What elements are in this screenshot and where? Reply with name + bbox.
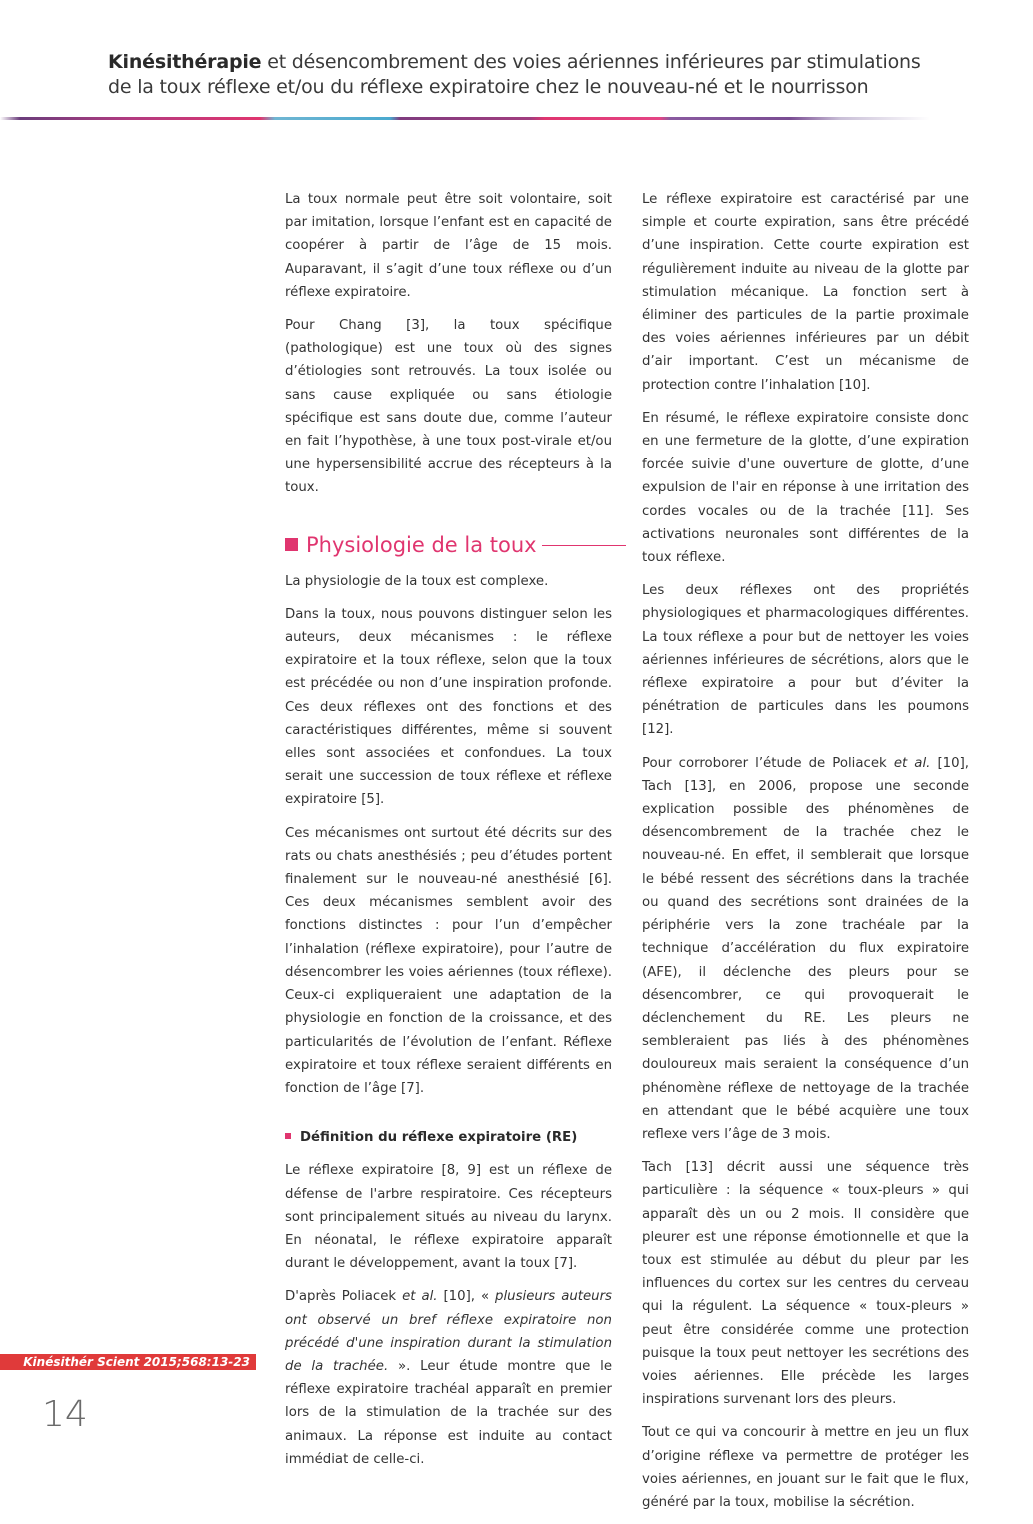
section-heading — [285, 530, 612, 560]
paragraph: Tach [13] décrit aussi une séquence très particulière : la séquence « toux-pleurs » qui apparaît dès un ou 2 mois. Il considère que pleurer est une réponse émotionnelle et que la toux est stimulée au début du pleur par les influences du cortex sur les centres du cerveau qui la régulent. La séquence « toux-pleurs » peut être considérée comme une protection puisque la toux peut nettoyer les secrétions des voies aériennes. Elle précède les larges inspirations survenant lors des pleurs. — [642, 1160, 969, 1408]
paragraph: Le réflexe expiratoire [8, 9] est un réflexe de défense de l'arbre respiratoire. Ces récepteurs sont principalement situés au niveau du larynx. En néonatal, le réflexe expiratoire apparaît durant le développement, avant la toux [7]. — [285, 1163, 612, 1272]
paragraph: Le réflexe expiratoire est caractérisé par une simple et courte expiration, sans être précédé d’une inspiration. Cette courte expiration est régulièrement induite au niveau de la glotte par stimulation mécanique. La fonction sert à éliminer des particules de la partie proximale des voies aériennes inférieures par un débit d’air important. C’est un mécanisme de protection contre l’inhalation [10]. — [642, 192, 969, 393]
section-heading-text: Physiologie de la toux — [306, 532, 537, 557]
subsection-heading-text: Définition du réflexe expiratoire (RE) — [300, 1130, 578, 1146]
paragraph: La toux normale peut être soit volontaire, soit par imitation, lorsque l’enfant est en capacité de coopérer à partir de l’âge de 15 mois. Auparavant, il s’agit d’une toux réflexe ou d’un réflexe expiratoire. — [285, 192, 612, 300]
heading-underline — [542, 545, 626, 546]
paragraph: Tout ce qui va concourir à mettre en jeu un flux d’origine réflexe va permettre de protéger les voies aériennes, en jouant sur le fait que le flux, généré par la toux, mobilise la sécrétion. — [642, 1425, 969, 1510]
text-run: ». Leur étude montre que le réflexe expiratoire trachéal apparaît en premier lors de la stimulation de la trachée sur des animaux. La réponse est induite au contact immédiat de celle-ci. — [285, 1358, 612, 1467]
subsection-heading — [285, 1126, 612, 1149]
paragraph — [285, 1285, 612, 1471]
pink-square-bullet-icon — [285, 538, 298, 551]
citation-banner — [0, 1354, 256, 1370]
header-title-line-1 — [108, 50, 988, 75]
page-number: 14 — [42, 1394, 88, 1435]
text-run-italic: et al. — [893, 755, 931, 771]
paragraph — [642, 752, 969, 1146]
paragraph: Ces mécanismes ont surtout été décrits sur des rats ou chats anesthésiés ; peu d’études portent finalement sur le nouveau-né anesthésié [6]. Ces deux mécanismes semblent avoir des fonctions distinctes : pour l’un d’empêcher l’inhalation (réflexe expiratoire), pour l’autre de désencombrer les voies aériennes (toux réflexe). Ceux-ci expliqueraient une adaptation de la physiologie en fonction de la croissance, et des particularités de l’évolution de l’enfant. Réflexe expiratoire et toux réflexe seraient différents en fonction de l’âge [7]. — [285, 825, 612, 1096]
paragraph: La physiologie de la toux est complexe. — [285, 573, 549, 589]
paragraph: Pour Chang [3], la toux spécifique (pathologique) est une toux où des signes d’étiologies sont retrouvés. La toux isolée ou sans cause expliquée ou sans étiologie spécifique est sans doute due, comme l’auteur en fait l’hypothèse, à une toux post-virale et/ou une hypersensibilité accrue des récepteurs à la toux. — [285, 318, 612, 496]
header-title-bold: Kinésithérapie — [108, 51, 262, 73]
text-run: Pour corroborer l’étude de Poliacek — [642, 755, 894, 771]
paragraph: Les deux réflexes ont des propriétés physiologiques et pharmacologiques différentes. La toux réflexe a pour but de nettoyer les voies aériennes inférieures de sécrétions, alors que le réflexe expiratoire a pour but d’éviter la pénétration de particules dans les poumons [12]. — [642, 583, 969, 738]
text-run: [10], Tach [13], en 2006, propose une seconde explication possible des phénomènes de désencombrement de la trachée chez le nouveau-né. En effet, il semblerait que lorsque le bébé ressent des sécrétions dans la trachée ou quand des secrétions sont drainées de la périphérie vers la zone trachéale par la technique d’accélération du flux expiratoire (AFE), il déclenche des pleurs pour se désencombrer, ce qui provoquerait le déclenchement du RE. Les pleurs ne sembleraient pas liés à des phénomènes douloureux mais seraient la conséquence d’un phénomène réflexe de nettoyage de la trachée en attendant que le bébé acquière une toux reflexe vers l’âge de 3 mois. — [642, 755, 969, 1142]
header-title-line-2: de la toux réflexe et/ou du réflexe expiratoire chez le nouveau-né et le nourrisson — [108, 76, 869, 98]
page-header — [108, 50, 988, 100]
text-run: D'après Poliacek — [285, 1289, 403, 1305]
paragraph: Dans la toux, nous pouvons distinguer selon les auteurs, deux mécanismes : le réflexe expiratoire et la toux réflexe, selon que la toux est précédée ou non d’une inspiration profonde. Ces deux réflexes ont des fonctions et des caractéristiques différentes, même si souvent elles sont associées et confondues. La toux serait une succession de toux réflexe et réflexe expiratoire [5]. — [285, 606, 612, 808]
citation-text: Kinésithér Scient 2015;568:13-23 — [23, 1355, 250, 1369]
header-color-rule — [0, 117, 930, 120]
right-column — [642, 188, 969, 1524]
header-title-rest: et désencombrement des voies aériennes inférieures par stimulations — [261, 51, 921, 73]
text-run-italic: et al. — [402, 1289, 438, 1305]
pink-square-bullet-icon — [285, 1133, 291, 1139]
quote-italic: plusieurs auteurs ont observé un bref réflexe expiratoire non précédé d'une inspiration durant la stimulation de la trachée. — [285, 1289, 612, 1374]
left-column — [285, 188, 612, 1481]
paragraph: En résumé, le réflexe expiratoire consiste donc en une fermeture de la glotte, d’une expiration forcée suivie d'une ouverture de glotte, d’une expulsion de l'air en réponse à une irritation des cordes vocales ou de la trachée [11]. Ses activations neuronales sont différentes de la toux réflexe. — [642, 410, 969, 566]
text-run: [10], « — [437, 1289, 496, 1305]
